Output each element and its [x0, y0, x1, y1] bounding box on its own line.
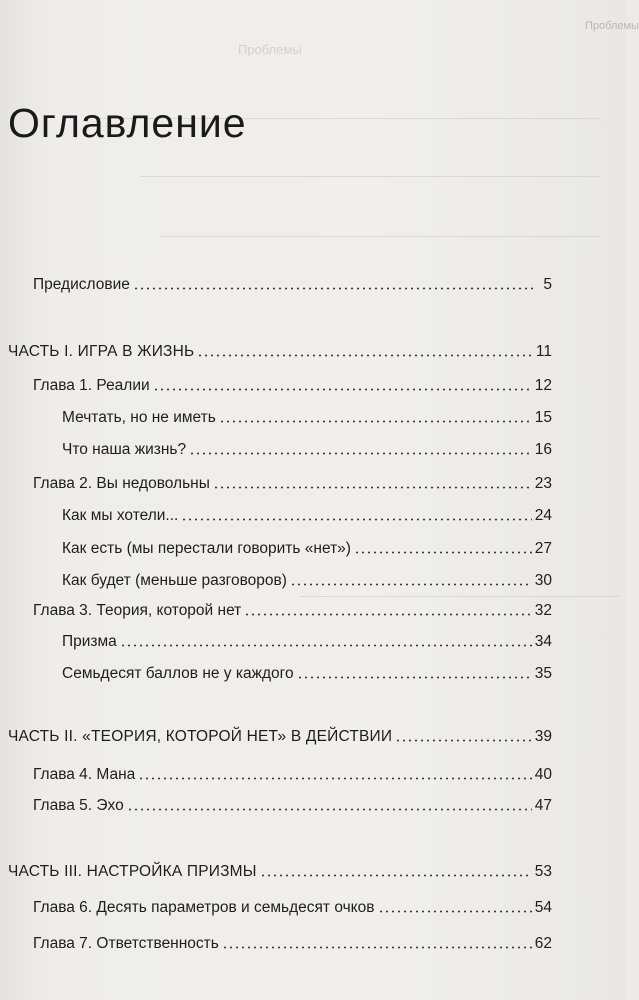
- toc-entry-title: Семьдесят баллов не у каждого: [62, 665, 294, 682]
- toc-section-row: [62, 632, 552, 652]
- toc-chapter-row: [33, 765, 552, 785]
- toc-page-number: 40: [534, 766, 552, 783]
- toc-entry-title: ЧАСТЬ I. ИГРА В ЖИЗНЬ: [8, 343, 195, 360]
- toc-section-row: [62, 440, 552, 460]
- toc-chapter-row: [33, 601, 552, 621]
- toc-entry-title: Как мы хотели...: [62, 507, 179, 524]
- toc-page-number: 24: [534, 507, 552, 524]
- toc-page-number: 62: [534, 935, 552, 952]
- dot-leader: [197, 354, 533, 357]
- bleed-through-text: Проблемы: [238, 42, 302, 57]
- toc-chapter-row: [33, 796, 552, 816]
- toc-page-number: 35: [534, 665, 552, 682]
- toc-page-number: 34: [534, 633, 552, 650]
- toc-entry-row: [33, 275, 552, 295]
- dot-leader: [290, 583, 532, 586]
- toc-part-row: [8, 342, 552, 362]
- page-title: Оглавление: [8, 100, 247, 146]
- dot-leader: [127, 808, 532, 811]
- toc-chapter-row: [33, 898, 552, 918]
- toc-section-row: [62, 664, 552, 684]
- toc-page-number: 16: [534, 441, 552, 458]
- dot-leader: [120, 644, 532, 647]
- toc-chapter-row: [33, 474, 552, 494]
- dot-leader: [153, 388, 532, 391]
- toc-entry-title: ЧАСТЬ II. «ТЕОРИЯ, КОТОРОЙ НЕТ» В ДЕЙСТВИИ: [8, 728, 393, 745]
- toc-page-number: 12: [534, 377, 552, 394]
- toc-entry-title: Глава 7. Ответственность: [33, 935, 219, 952]
- toc-entry-title: Глава 2. Вы недовольны: [33, 475, 210, 492]
- toc-section-row: [62, 506, 552, 526]
- toc-entry-title: Глава 3. Теория, которой нет: [33, 602, 242, 619]
- dot-leader: [354, 551, 532, 554]
- toc-entry-title: ЧАСТЬ III. НАСТРОЙКА ПРИЗМЫ: [8, 863, 257, 880]
- toc-page-number: 27: [534, 540, 552, 557]
- toc-entry-title: Как будет (меньше разговоров): [62, 572, 287, 589]
- toc-entry-title: Глава 1. Реалии: [33, 377, 150, 394]
- toc-page-number: 32: [534, 602, 552, 619]
- toc-entry-title: Призма: [62, 633, 117, 650]
- toc-page-number: 15: [534, 409, 552, 426]
- toc-entry-title: Глава 4. Мана: [33, 766, 136, 783]
- dot-leader: [133, 287, 535, 290]
- dot-leader: [219, 420, 532, 423]
- dot-leader: [297, 676, 532, 679]
- dot-leader: [213, 486, 532, 489]
- toc-chapter-row: [33, 934, 552, 954]
- toc-page-number: 5: [543, 276, 552, 293]
- dot-leader: [189, 452, 532, 455]
- toc-entry-title: Мечтать, но не иметь: [62, 409, 216, 426]
- toc-section-row: [62, 539, 552, 559]
- toc-entry-title: Предисловие: [33, 276, 130, 293]
- toc-page-number: 53: [534, 863, 552, 880]
- bleed-through-corner-text: Проблемы: [585, 20, 639, 32]
- dot-leader: [244, 613, 531, 616]
- toc-page-number: 54: [534, 899, 552, 916]
- toc-chapter-row: [33, 376, 552, 396]
- toc-page-number: 39: [534, 728, 552, 745]
- dot-leader: [395, 739, 532, 742]
- dot-leader: [260, 874, 532, 877]
- dot-leader: [378, 910, 532, 913]
- toc-section-row: [62, 408, 552, 428]
- toc-part-row: [8, 727, 552, 747]
- dot-leader: [222, 946, 532, 949]
- dot-leader: [138, 777, 531, 780]
- toc-entry-title: Как есть (мы перестали говорить «нет»): [62, 540, 351, 557]
- toc-page-number: 30: [534, 572, 552, 589]
- toc-page-number: 11: [535, 343, 552, 360]
- toc-section-row: [62, 571, 552, 591]
- toc-entry-title: Глава 5. Эхо: [33, 797, 124, 814]
- toc-page-number: 47: [534, 797, 552, 814]
- toc-page-number: 23: [534, 475, 552, 492]
- toc-entry-title: Что наша жизнь?: [62, 441, 187, 458]
- dot-leader: [181, 518, 531, 521]
- toc-part-row: [8, 862, 552, 882]
- toc-entry-title: Глава 6. Десять параметров и семьдесят очков: [33, 899, 375, 916]
